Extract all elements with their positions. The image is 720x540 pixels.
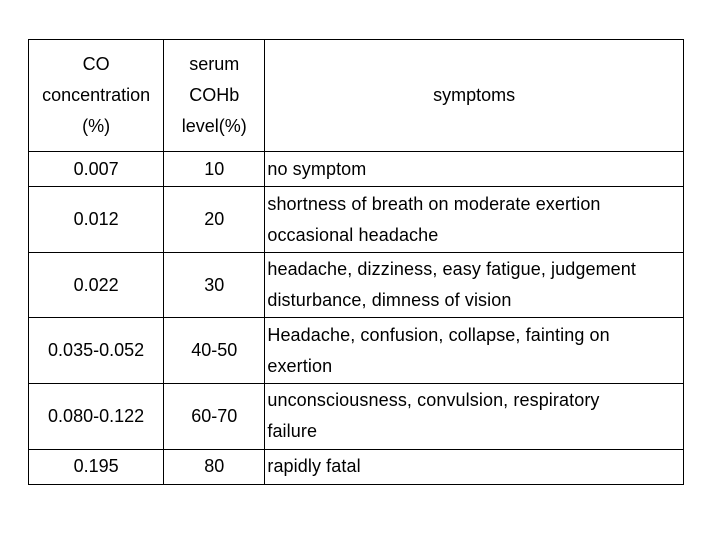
symptom-line: disturbance, dimness of vision [267,290,512,311]
cell-co-concentration: 0.080-0.122 [29,384,164,450]
table-row [29,252,684,318]
cell-cohb-level: 60-70 [164,384,265,450]
co-symptoms-table [28,39,684,485]
symptom-line: exertion [267,355,333,376]
cell-co-concentration: 0.007 [29,152,164,187]
header-coh-line-1: serum [189,54,240,74]
cell-symptoms [265,384,684,450]
symptom-line: rapidly fatal [267,456,361,477]
cell-cohb-level: 40-50 [164,318,265,384]
symptom-line: Headache, confusion, collapse, fainting on [267,324,610,345]
table-row [29,318,684,384]
header-serum-cohb-level [164,40,265,152]
symptom-line: shortness of breath on moderate exertion [267,193,601,214]
cell-cohb-level: 20 [164,187,265,253]
symptom-line: failure [267,421,318,442]
cell-co-concentration: 0.022 [29,252,164,318]
symptom-line: headache, dizziness, easy fatigue, judgement [267,259,636,280]
co-symptoms-table-container [28,39,684,485]
symptom-line: occasional headache [267,224,439,245]
table-row [29,187,684,253]
header-co-line-3: (%) [82,116,111,136]
header-symptoms: symptoms [265,40,684,152]
cell-cohb-level: 10 [164,152,265,187]
cell-symptoms [265,152,684,187]
cell-cohb-level: 30 [164,252,265,318]
table-header-row [29,40,684,152]
cell-symptoms [265,187,684,253]
symptom-line: no symptom [267,158,367,179]
table-row [29,384,684,450]
header-co-line-2: concentration [42,85,151,105]
cell-symptoms [265,449,684,484]
header-co-line-1: CO [82,54,110,74]
header-coh-line-2: COHb [189,85,240,105]
cell-cohb-level: 80 [164,449,265,484]
cell-symptoms [265,252,684,318]
table-row [29,449,684,484]
header-coh-line-3: level(%) [181,116,247,136]
header-co-concentration [29,40,164,152]
cell-co-concentration: 0.035-0.052 [29,318,164,384]
cell-co-concentration: 0.012 [29,187,164,253]
table-row [29,152,684,187]
symptom-line: unconsciousness, convulsion, respiratory [267,390,600,411]
cell-co-concentration: 0.195 [29,449,164,484]
cell-symptoms [265,318,684,384]
